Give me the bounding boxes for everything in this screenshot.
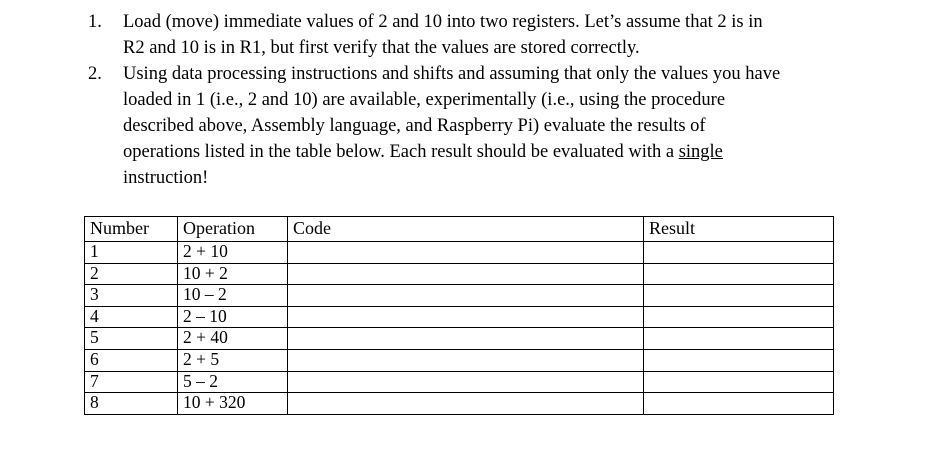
cell-result[interactable] [644, 306, 834, 328]
cell-operation: 2 + 40 [178, 328, 288, 350]
cell-code[interactable] [288, 285, 644, 307]
header-number: Number [85, 217, 178, 242]
cell-code[interactable] [288, 371, 644, 393]
cell-code[interactable] [288, 328, 644, 350]
cell-result[interactable] [644, 285, 834, 307]
list-item-text-line: Load (move) immediate values of 2 and 10 into two registers. Let’s assume that 2 is in [123, 12, 763, 32]
table-row [85, 328, 834, 350]
cell-result[interactable] [644, 393, 834, 415]
list-item-text-line: instruction! [123, 168, 209, 188]
cell-code[interactable] [288, 263, 644, 285]
cell-number: 4 [85, 306, 178, 328]
cell-number: 8 [85, 393, 178, 415]
list-item-text-line [123, 139, 888, 165]
table-row [85, 242, 834, 264]
list-item-text: operations listed in the table below. Each result should be evaluated with a [123, 142, 679, 162]
table-row [85, 371, 834, 393]
list-item-text-line: loaded in 1 (i.e., 2 and 10) are available, experimentally (i.e., using the procedure [123, 90, 726, 110]
table-row [85, 285, 834, 307]
header-result: Result [644, 217, 834, 242]
cell-operation: 10 + 320 [178, 393, 288, 415]
cell-result[interactable] [644, 349, 834, 371]
table-row [85, 349, 834, 371]
cell-operation: 2 + 5 [178, 349, 288, 371]
list-item-number: 2. [88, 64, 102, 84]
list-item-1 [88, 9, 888, 61]
header-code: Code [288, 217, 644, 242]
cell-code[interactable] [288, 349, 644, 371]
cell-number: 2 [85, 263, 178, 285]
cell-code[interactable] [288, 306, 644, 328]
underlined-word: single [678, 142, 723, 162]
list-item-text-line: R2 and 10 is in R1, but first verify that the values are stored correctly. [123, 38, 640, 58]
list-item-text-line: Using data processing instructions and shifts and assuming that only the values you have [123, 64, 781, 84]
cell-result[interactable] [644, 242, 834, 264]
table-row [85, 263, 834, 285]
cell-operation: 2 + 10 [178, 242, 288, 264]
table-header-row [85, 217, 834, 242]
cell-operation: 10 + 2 [178, 263, 288, 285]
operations-table [84, 216, 834, 415]
cell-code[interactable] [288, 393, 644, 415]
cell-result[interactable] [644, 328, 834, 350]
cell-number: 1 [85, 242, 178, 264]
table-row [85, 306, 834, 328]
list-item-number: 1. [88, 12, 102, 32]
cell-result[interactable] [644, 263, 834, 285]
list-item-2 [88, 61, 888, 191]
cell-operation: 5 – 2 [178, 371, 288, 393]
cell-number: 5 [85, 328, 178, 350]
cell-result[interactable] [644, 371, 834, 393]
cell-number: 7 [85, 371, 178, 393]
cell-number: 3 [85, 285, 178, 307]
list-item-text-line: described above, Assembly language, and Raspberry Pi) evaluate the results of [123, 116, 706, 136]
cell-number: 6 [85, 349, 178, 371]
cell-operation: 10 – 2 [178, 285, 288, 307]
header-operation: Operation [178, 217, 288, 242]
table-row [85, 393, 834, 415]
instruction-list [88, 9, 888, 191]
cell-code[interactable] [288, 242, 644, 264]
cell-operation: 2 – 10 [178, 306, 288, 328]
